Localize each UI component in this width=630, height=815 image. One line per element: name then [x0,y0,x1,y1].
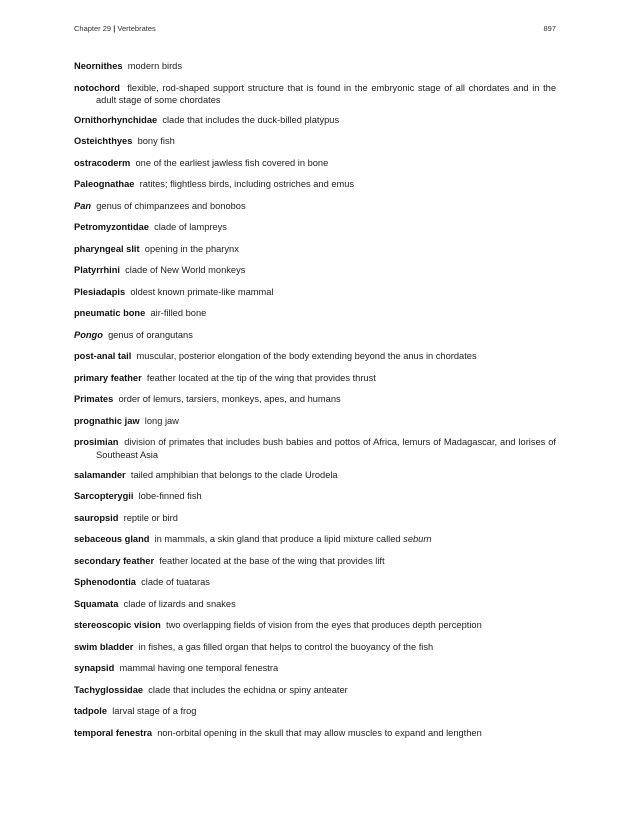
glossary-definition: modern birds [127,61,182,71]
glossary-term: Pongo [74,329,103,340]
glossary-term: swim bladder [74,641,134,652]
glossary-entry [74,114,556,126]
glossary-entry [74,60,556,72]
glossary-entry [74,619,556,631]
glossary-definition: feather located at the tip of the wing that provides thrust [146,372,376,383]
glossary-entry [74,393,556,405]
glossary-entry [74,350,556,362]
glossary-entry [74,727,556,739]
glossary-entry [74,415,556,427]
glossary-definition: clade of New World monkeys [125,265,246,276]
glossary-term: Platyrrhini [74,265,120,276]
glossary-definition: reptile or bird [123,512,178,523]
glossary-definition: muscular, posterior elongation of the body extending beyond the anus in chordates [136,351,477,362]
glossary-term: Osteichthyes [74,136,133,147]
glossary-entry [74,533,556,545]
glossary-definition: mammal having one temporal fenestra [119,663,279,674]
glossary-definition: larval stage of a frog [112,706,197,717]
glossary-term: Squamata [74,598,119,609]
glossary-list [74,60,556,748]
glossary-entry [74,135,556,147]
glossary-entry [74,264,556,276]
glossary-entry [74,469,556,481]
glossary-definition: long jaw [144,415,179,426]
glossary-entry [74,705,556,717]
glossary-term: prognathic jaw [74,415,140,426]
glossary-entry [74,576,556,588]
glossary-term: Plesiadapis [74,286,126,297]
glossary-definition: clade of tuataras [141,577,210,588]
glossary-definition: air-filled bone [150,308,207,319]
glossary-definition: one of the earliest jawless fish covered in bone [135,157,329,168]
glossary-definition: clade of lizards and snakes [123,598,236,609]
glossary-term: primary feather [74,372,142,383]
glossary-entry [74,178,556,190]
glossary-term: stereoscopic vision [74,620,161,631]
glossary-definition-italic: seburn [403,534,432,545]
glossary-term: Ornithorhynchidae [74,114,158,125]
glossary-definition: tailed amphibian that belongs to the clade Urodela [130,469,338,480]
header-separator: | [113,24,116,33]
glossary-term: secondary feather [74,555,155,566]
page-number: 897 [543,24,556,33]
glossary-entry [74,286,556,298]
glossary-term: Sarcopterygii [74,491,134,502]
glossary-term: notochord [74,82,120,93]
glossary-definition: opening in the pharynx [144,243,239,254]
glossary-term: synapsid [74,663,115,674]
glossary-definition: flexible, rod-shaped support structure that is found in the embryonic stage of all chordates and in the adult stage of some chordates [96,82,556,105]
glossary-entry [74,684,556,696]
glossary-definition: clade that includes the duck-billed platypus [162,114,340,125]
glossary-entry [74,243,556,255]
glossary-entry [74,662,556,674]
glossary-term: Pan [74,200,92,211]
glossary-definition: clade of lampreys [154,222,227,233]
glossary-term: Petromyzontidae [74,222,149,233]
glossary-term: ostracoderm [74,157,131,168]
glossary-term: sauropsid [74,512,119,523]
glossary-definition: non-orbital opening in the skull that may allow muscles to expand and lengthen [157,727,482,738]
glossary-entry [74,436,556,460]
glossary-entry [74,157,556,169]
glossary-entry [74,598,556,610]
glossary-term: post-anal tail [74,351,132,362]
glossary-entry [74,82,556,106]
glossary-entry [74,200,556,212]
glossary-term: tadpole [74,706,108,717]
glossary-definition: genus of orangutans [108,329,193,340]
glossary-definition: feather located at the base of the wing that provides lift [159,555,385,566]
glossary-term: pharyngeal slit [74,243,140,254]
glossary-entry [74,221,556,233]
glossary-entry [74,307,556,319]
glossary-definition: in mammals, a skin gland that produce a lipid mixture called [154,534,401,545]
glossary-term: temporal fenestra [74,727,153,738]
glossary-term: sebaceous gland [74,534,150,545]
glossary-definition: clade that includes the echidna or spiny anteater [148,684,348,695]
glossary-definition: oldest known primate-like mammal [130,286,274,297]
glossary-entry [74,490,556,502]
glossary-term: Sphenodontia [74,577,136,588]
glossary-definition: two overlapping fields of vision from the eyes that produces depth perception [165,620,482,631]
glossary-term: Paleognathae [74,179,135,190]
glossary-entry [74,555,556,567]
glossary-definition: order of lemurs, tarsiers, monkeys, apes, and humans [118,394,341,405]
chapter-label [74,24,156,33]
glossary-definition: ratites; flightless birds, including ostriches and emus [139,179,355,190]
glossary-definition: bony fish [137,136,175,147]
glossary-term: salamander [74,469,126,480]
glossary-definition: genus of chimpanzees and bonobos [96,200,246,211]
glossary-term: pneumatic bone [74,308,146,319]
glossary-term: Neornithes [74,61,123,71]
glossary-definition: division of primates that includes bush babies and pottos of Africa, lemurs of Madagascar, and lorises of Southeast Asia [96,437,556,460]
glossary-entry [74,641,556,653]
glossary-definition: lobe-finned fish [138,491,202,502]
glossary-term: Tachyglossidae [74,684,144,695]
glossary-definition: in fishes, a gas filled organ that helps to control the buoyancy of the fish [138,641,434,652]
glossary-term: prosimian [74,437,119,448]
glossary-entry [74,512,556,524]
chapter-number: Chapter 29 [74,24,112,33]
chapter-title: Vertebrates [117,24,156,33]
glossary-entry [74,329,556,341]
glossary-entry [74,372,556,384]
glossary-term: Primates [74,394,114,405]
